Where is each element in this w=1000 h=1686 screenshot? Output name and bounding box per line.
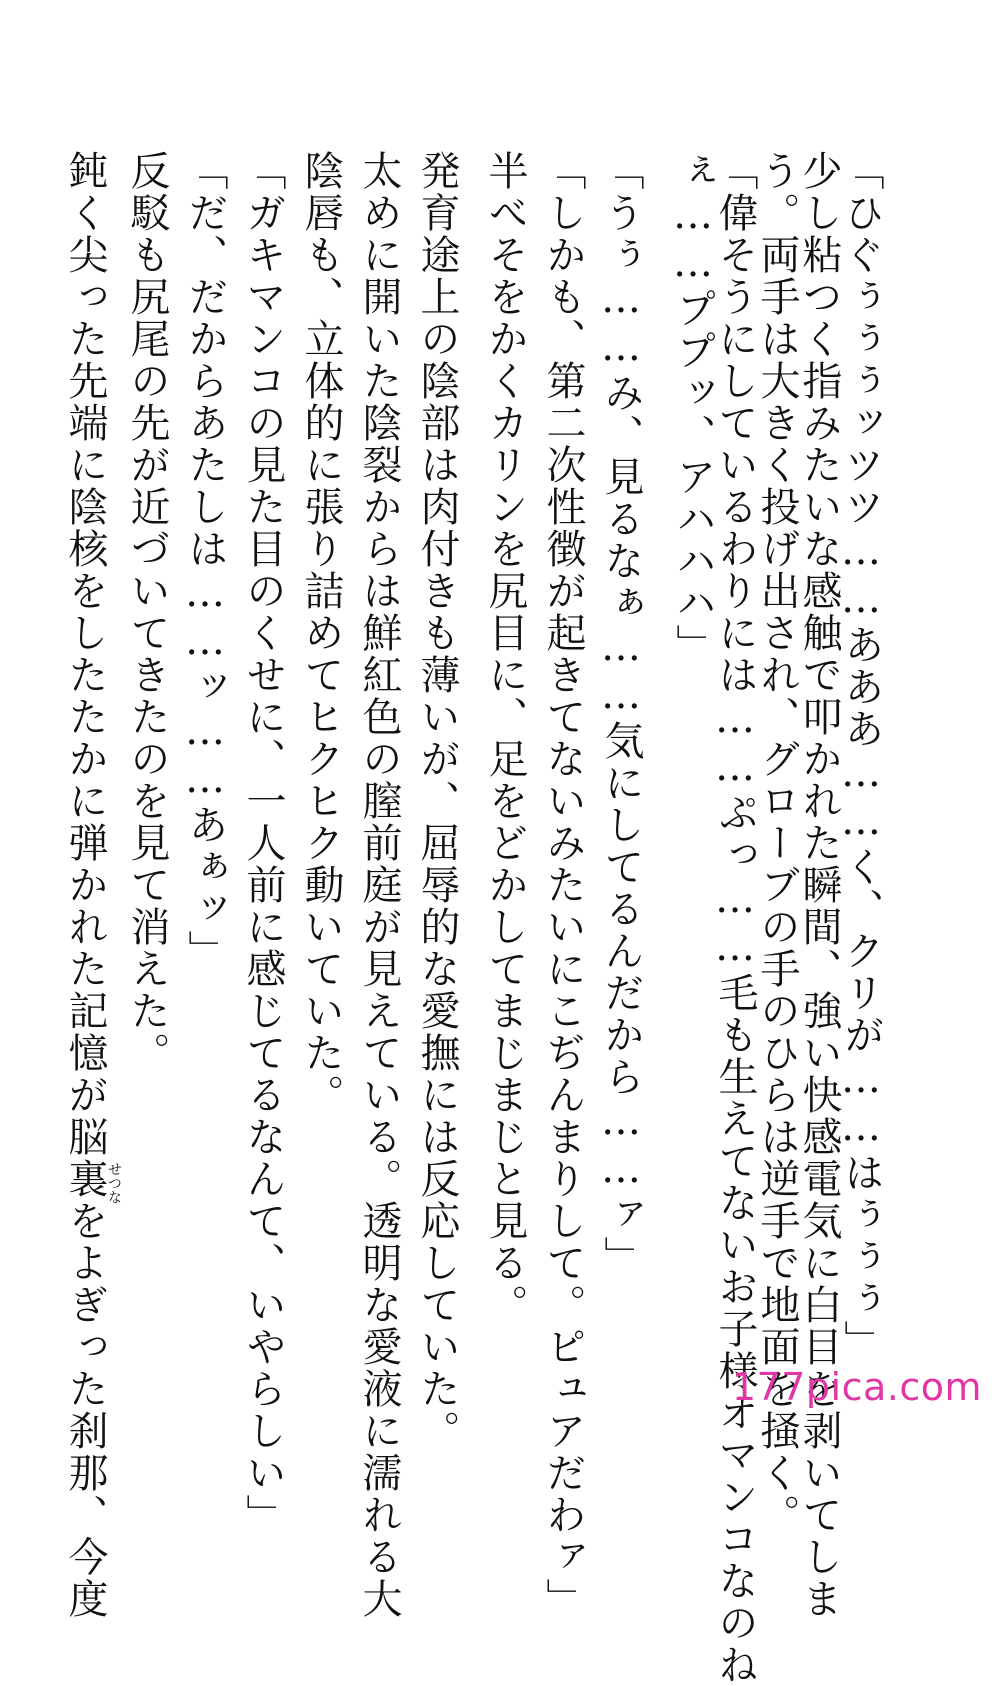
text-column-11: 陰唇も、立体的に張り詰めてヒクヒク動いていた。 (298, 150, 344, 1116)
text-column-9: 発育途上の陰部は肉付きも薄いが、屈辱的な愛撫には反応していた。 (414, 150, 460, 1452)
text-column-15: 鈍く尖った先端に陰核をしたたかに弾かれた記憶が脳裏をよぎった刹那、今度 (62, 150, 108, 1620)
text-column-4: 「偉そうにしているわりには……ぷっ……毛も生えてないお子様オマンコなのね (712, 150, 758, 1686)
watermark: 177pica.com (731, 1365, 982, 1409)
text-column-3: う。両手は大きく投げ出され、グローブの手のひらは逆手で地面を掻く。 (754, 150, 800, 1536)
text-column-5: ぇ……ププッ、アハハハ」 (670, 150, 716, 666)
text-column-14: 反駁も尻尾の先が近づいてきたのを見て消えた。 (124, 150, 170, 1074)
text-column-1: 「ひぐぅぅぅッツツ……あああ……く、クリが……はぅぅぅ」 (838, 150, 884, 1362)
text-column-7: 「しかも、第二次性徴が起きてないみたいにこぢんまりして。ピュアだわァ」 (540, 150, 586, 1620)
text-column-8: 半べそをかくカリンを尻目に、足をどかしてまじまじと見る。 (482, 150, 528, 1326)
text-column-2: 少し粘つく指みたいな感触で叩かれた瞬間、強い快感電気に白目を剥いてしま (796, 150, 842, 1620)
text-column-13: 「だ、だからあたしは……ッ……あぁッ」 (182, 150, 228, 972)
ruby-furigana: せつな (106, 1162, 122, 1204)
text-column-12: 「ガキマンコの見た目のくせに、一人前に感じてるなんて、いやらしい」 (240, 150, 286, 1536)
text-column-10: 太めに開いた陰裂からは鮮紅色の膣前庭が見えている。透明な愛液に濡れる大 (356, 150, 402, 1620)
text-column-6: 「うぅ……み、見るなぁ……気にしてるんだから……ァ」 (598, 150, 644, 1278)
